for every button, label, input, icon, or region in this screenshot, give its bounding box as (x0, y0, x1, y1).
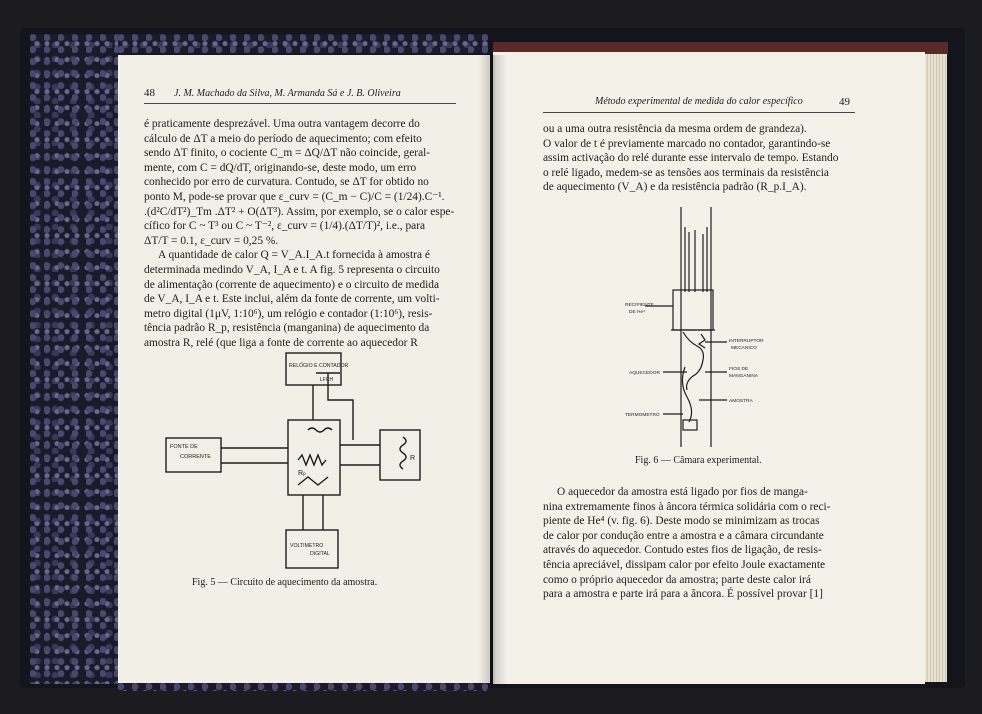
text-line: de V_A, I_A e t. Este inclui, além da fonte de corrente, um volti- (144, 293, 440, 306)
text-line: A quantidade de calor Q = V_A.I_A.t fornecida à amostra é (158, 249, 430, 262)
text-line: cífico for C ~ T³ ou C ~ T⁻², ε_curv = (1/4).(ΔT/T)², i.e., para (144, 220, 426, 233)
header-rule (144, 103, 456, 104)
text-line: nina extremamente finos à âncora térmica solidária com o reci- (543, 500, 831, 513)
rp-label: Rₚ (298, 470, 307, 477)
text-line: de aquecimento (V_A) e da resistência padrão (R_p.I_A). (543, 181, 807, 194)
voltmeter-box (286, 530, 338, 568)
text-line: determinada medindo V_A, I_A e t. A fig. 5 representa o circuito (144, 263, 440, 276)
figure-caption: Fig. 5 — Circuito de aquecimento da amostra. (192, 577, 378, 588)
recipient-label-1: RECIPIENTE (625, 303, 654, 308)
circuit-diagram-fig5 (158, 345, 448, 575)
body-text-top (543, 122, 855, 195)
page-number: 48 (144, 87, 155, 99)
wires-label-1: FIOS DE (729, 367, 749, 372)
left-page (118, 55, 490, 683)
text-line: o relé ligado, medem-se as tensões aos terminais da resistência (543, 166, 829, 179)
text-line: para a amostra e parte irá para a âncora. É possível provar [1] (543, 588, 823, 601)
text-line: através do aquecedor. Contudo estes fios de ligação, de resis- (543, 544, 822, 557)
sample-block (683, 420, 697, 430)
text-line: amostra R, relé (que liga a fonte de corrente ao aquecedor R (144, 336, 418, 349)
text-line: assim activação do relé durante esse intervalo de tempo. Estando (543, 152, 839, 165)
text-line: ΔT/T = 0.1, ε_curv = 0,25 %. (144, 234, 279, 247)
thermometer-label: TERMOMETRO (625, 413, 660, 418)
text-line: sendo ΔT finito, o cociente C_m = ΔQ/ΔT não coincide, geral- (144, 147, 431, 160)
text-line: como o próprio aquecedor da amostra; parte deste calor irá (543, 573, 811, 586)
text-line: cálculo de ΔT a meio do período de aquecimento; com efeito (144, 132, 422, 145)
he-vessel (673, 290, 713, 330)
text-line: ponto M, pode-se provar que ε_curv = (C_m − C)/C = (1/24).C⁻¹. (144, 190, 445, 203)
relay-box (288, 420, 340, 495)
voltmeter-label-1: VOLTIMETRO (290, 543, 324, 549)
text-line: conhecido por erro de curvatura. Contudo, se ΔT for obtido no (144, 176, 429, 189)
running-head: J. M. Machado da Silva, M. Armanda Sá e J. B. Oliveira (174, 88, 401, 99)
sample-label: AMOSTRA (729, 399, 753, 404)
text-line: ou a uma outra resistência da mesma ordem de grandeza). (543, 123, 807, 135)
marbled-endpaper-bottom (118, 683, 488, 691)
text-line: é praticamente desprezável. Uma outra vantagem decorre do (144, 118, 420, 130)
source-label-2: CORRENTE (180, 454, 211, 460)
figure-caption: Fig. 6 — Câmara experimental. (635, 455, 762, 466)
page-number: 49 (839, 96, 850, 108)
wires-label-2: MANGANINA (729, 374, 759, 379)
body-text-bottom (543, 485, 855, 602)
switch-label-1: INTERRUPTOR (729, 339, 764, 344)
body-text (144, 117, 456, 351)
text-line: piente de He⁴ (v. fig. 6). Deste modo se minimizam as trocas (543, 515, 820, 528)
text-line: de alimentação (corrente de aquecimento) e o circuito de medida (144, 278, 440, 291)
source-label-1: FONTE DE (170, 444, 198, 450)
running-head: Método experimental de medida do calor específico (595, 96, 803, 107)
text-line: .(d²C/dT²)_Tm .ΔT² + O(ΔT³). Assim, por exemplo, se o calor espe- (144, 205, 455, 218)
lfch-label: LFCH (320, 377, 334, 383)
page-edges (925, 54, 947, 682)
text-line: metro digital (1μV, 1:10⁶), um relógio e contador (1:10⁶), resis- (144, 307, 433, 320)
right-page (493, 52, 925, 684)
marbled-endpaper-left (30, 34, 122, 684)
marbled-endpaper-top (118, 34, 488, 54)
header-rule (543, 112, 855, 113)
heater-label: AQUECEDOR (629, 371, 660, 376)
text-line: tência apreciável, dissipam calor por efeito Joule exactamente (543, 558, 826, 571)
recipient-label-2: DE He⁴ (629, 310, 646, 315)
chamber-diagram-fig6 (623, 202, 783, 452)
text-line: de calor por condução entre a amostra e a câmara circundante (543, 529, 824, 542)
r-label: R (410, 455, 416, 462)
switch-label-2: MECANICO (731, 346, 757, 351)
text-line: O aquecedor da amostra está ligado por fios de manga- (557, 486, 808, 498)
text-line: O valor de t é previamente marcado no contador, garantindo-se (543, 137, 831, 150)
clock-counter-label-1: RELÓGIO E CONTADOR (289, 363, 349, 369)
text-line: tência padrão R_p, resistência (manganina) de aquecimento da (144, 322, 430, 335)
voltmeter-label-2: DIGITAL (310, 551, 330, 557)
text-line: mente, com C = dQ/dT, originando-se, deste modo, um erro (144, 161, 417, 174)
